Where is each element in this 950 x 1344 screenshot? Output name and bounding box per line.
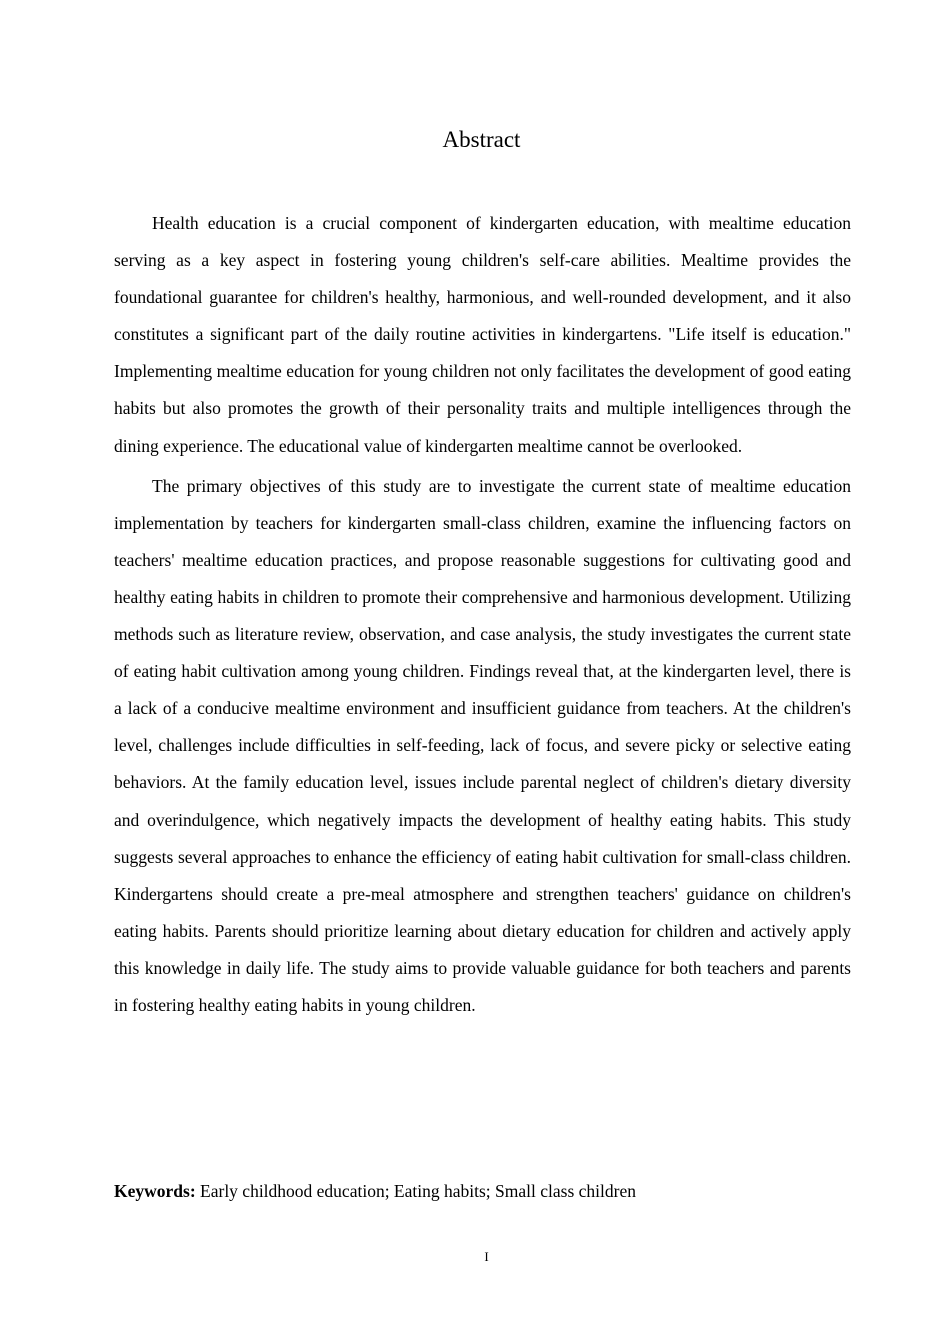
abstract-paragraph-2: The primary objectives of this study are to investigate the current state of mealtime education implementation by teachers for kindergarten small-class children, examine the influencing factors on teachers' mealtime education practices, and propose reasonable suggestions for cultivating good and healthy eating habits in children to promote their comprehensive and harmonious development. Utilizing methods such as literature review, observation, and case analysis, the study investigates the current state of eating habit cultivation among young children. Findings reveal that, at the kindergarten level, there is a lack of a conducive mealtime environment and insufficient guidance from teachers. At the children's level, challenges include difficulties in self-feeding, lack of focus, and severe picky or selective eating behaviors. At the family education level, issues include parental neglect of children's dietary diversity and overindulgence, which negatively impacts the development of healthy eating habits. This study suggests several approaches to enhance the efficiency of eating habit cultivation for small-class children. Kindergartens should create a pre-meal atmosphere and strengthen teachers' guidance on children's eating habits. Parents should prioritize learning about dietary education for children and actively apply this knowledge in daily life. The study aims to provide valuable guidance for both teachers and parents in fostering healthy eating habits in young children. [114,475,851,1015]
abstract-body [114,205,851,1027]
keywords-line [114,1177,851,1205]
keywords-text: Early childhood education; Eating habits; Small class children [200,1181,636,1201]
abstract-title: Abstract [442,127,521,152]
page-number: I [484,1249,489,1264]
keywords-label: Keywords: [114,1181,196,1201]
abstract-paragraph-1: Health education is a crucial component of kindergarten education, with mealtime education serving as a key aspect in fostering young children's self-care abilities. Mealtime provides the foundational guarantee for children's healthy, harmonious, and well-rounded development, and it also constitutes a significant part of the daily routine activities in kindergartens. "Life itself is education." Implementing mealtime education for young children not only facilitates the development of good eating habits but also promotes the growth of their personality traits and multiple intelligences through the dining experience. The educational value of kindergarten mealtime cannot be overlooked. [114,213,851,456]
